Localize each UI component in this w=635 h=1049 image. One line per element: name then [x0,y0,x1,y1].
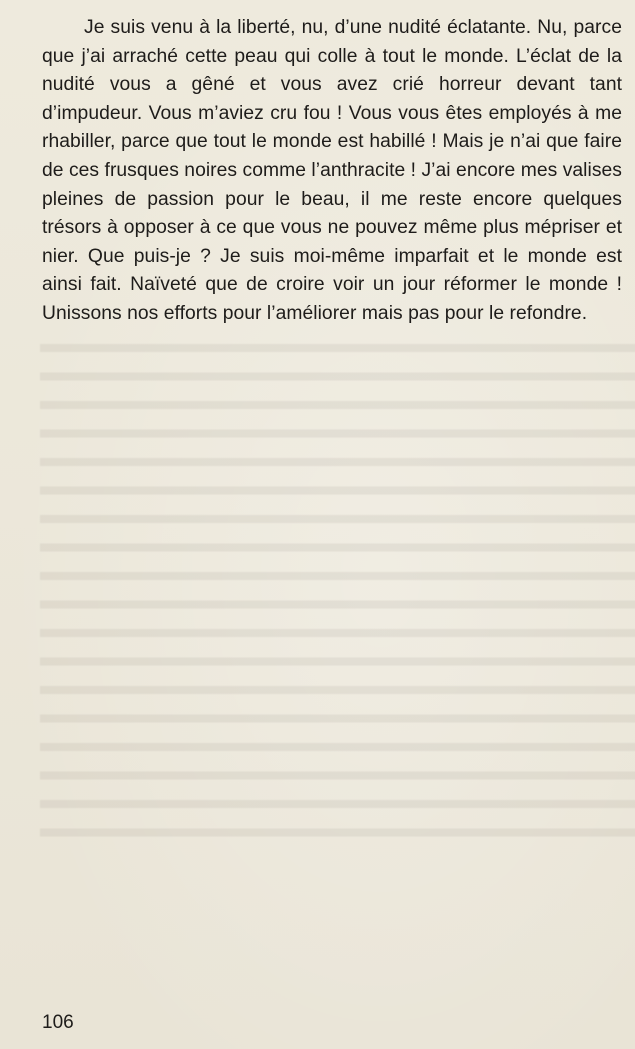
verso-bleed-through [40,330,635,850]
page-number: 106 [42,1012,74,1033]
body-paragraph: Je suis venu à la liberté, nu, d’une nudité éclatante. Nu, parce que j’ai arraché cette peau qui colle à tout le monde. L’éclat de la nudité vous a gêné et vous avez crié horreur devant tant d’impudeur. Vous m’aviez cru fou ! Vous vous êtes employés à me rhabiller, parce que tout le monde est habillé ! Mais je n’ai que faire de ces frusques noires comme l’anthracite ! J’ai encore mes valises pleines de passion pour le beau, il me reste encore quelques trésors à opposer à ce que vous ne pouvez même plus mépriser et nier. Que puis-je ? Je suis moi-même imparfait et le monde est ainsi fait. Naïveté que de croire voir un jour réformer le monde ! Unissons nos efforts pour l’améliorer mais pas pour le refondre. [42,17,622,324]
